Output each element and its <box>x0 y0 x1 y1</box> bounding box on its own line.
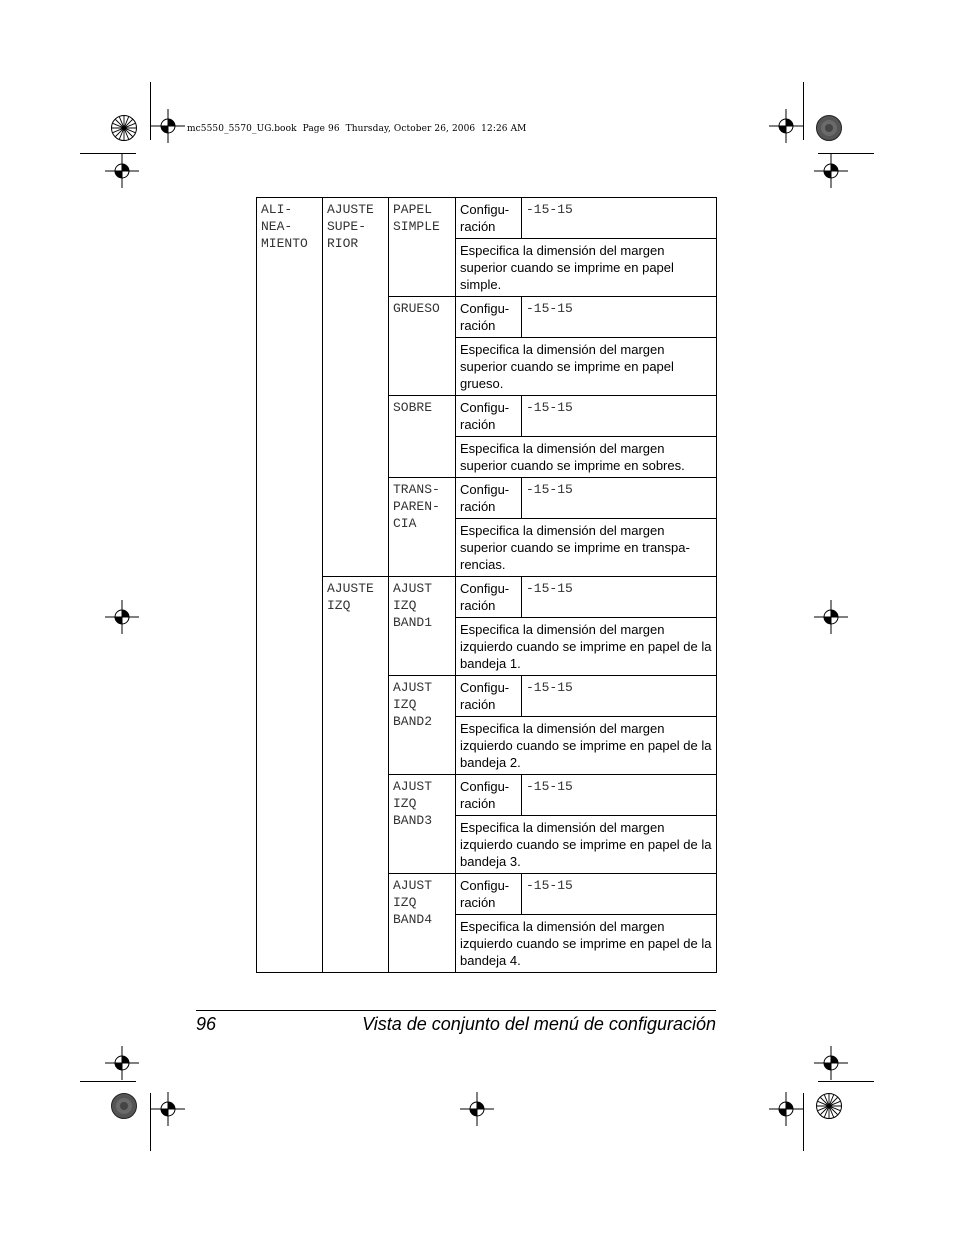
setting-description: Especifica la dimensión del margen superior cuando se imprime en papel simple. <box>456 239 717 297</box>
menu-item-label: TRANS- PAREN- CIA <box>389 478 456 577</box>
crop-mark <box>80 1081 136 1082</box>
footer-section-title: Vista de conjunto del menú de configuración <box>362 1014 716 1034</box>
starburst-target-icon <box>111 115 137 141</box>
menu-item-label: AJUST IZQ BAND3 <box>389 775 456 874</box>
registration-mark-icon <box>769 1092 803 1126</box>
table-row <box>257 577 717 618</box>
registration-mark-icon <box>105 600 139 634</box>
setting-description: Especifica la dimensión del margen izquierdo cuando se imprime en papel de la bandeja 2. <box>456 717 717 775</box>
setting-label: Configu- ración <box>456 676 522 717</box>
setting-label: Configu- ración <box>456 874 522 915</box>
setting-value: -15-15 <box>522 577 717 618</box>
registration-mark-icon <box>769 109 803 143</box>
setting-description: Especifica la dimensión del margen izquierdo cuando se imprime en papel de la bandeja 3. <box>456 816 717 874</box>
registration-mark-icon <box>151 109 185 143</box>
setting-value: -15-15 <box>522 297 717 338</box>
setting-label: Configu- ración <box>456 775 522 816</box>
setting-value: -15-15 <box>522 874 717 915</box>
menu-item-label: AJUST IZQ BAND4 <box>389 874 456 973</box>
book-header-info: mc5550_5570_UG.book Page 96 Thursday, October 26, 2006 12:26 AM <box>187 124 527 134</box>
setting-value: -15-15 <box>522 775 717 816</box>
setting-description: Especifica la dimensión del margen superior cuando se imprime en transpa-rencias. <box>456 519 717 577</box>
menu-group-label: AJUSTE IZQ <box>323 577 389 973</box>
config-menu-table <box>256 197 717 973</box>
dark-disc-icon <box>816 115 842 141</box>
footer-divider <box>196 1010 716 1011</box>
menu-item-label: PAPEL SIMPLE <box>389 198 456 297</box>
registration-mark-icon <box>151 1092 185 1126</box>
crop-mark <box>803 1093 804 1151</box>
table-row <box>257 198 717 239</box>
setting-value: -15-15 <box>522 198 717 239</box>
setting-label: Configu- ración <box>456 297 522 338</box>
setting-label: Configu- ración <box>456 396 522 437</box>
crop-mark <box>818 1081 874 1082</box>
setting-label: Configu- ración <box>456 198 522 239</box>
menu-item-label: AJUST IZQ BAND2 <box>389 676 456 775</box>
setting-value: -15-15 <box>522 676 717 717</box>
registration-mark-icon <box>814 154 848 188</box>
page-number: 96 <box>196 1014 217 1034</box>
menu-item-label: SOBRE <box>389 396 456 478</box>
setting-value: -15-15 <box>522 478 717 519</box>
dark-disc-icon <box>111 1093 137 1119</box>
crop-mark <box>803 82 804 140</box>
setting-description: Especifica la dimensión del margen izquierdo cuando se imprime en papel de la bandeja 1. <box>456 618 717 676</box>
setting-description: Especifica la dimensión del margen superior cuando se imprime en papel grueso. <box>456 338 717 396</box>
menu-group-label: AJUSTE SUPE- RIOR <box>323 198 389 577</box>
starburst-target-icon <box>816 1093 842 1119</box>
setting-value: -15-15 <box>522 396 717 437</box>
registration-mark-icon <box>105 1046 139 1080</box>
setting-description: Especifica la dimensión del margen izquierdo cuando se imprime en papel de la bandeja 4. <box>456 915 717 973</box>
setting-description: Especifica la dimensión del margen superior cuando se imprime en sobres. <box>456 437 717 478</box>
menu-level1-label: ALI- NEA- MIENTO <box>257 198 323 973</box>
registration-mark-icon <box>105 154 139 188</box>
registration-mark-icon <box>814 600 848 634</box>
registration-mark-icon <box>460 1092 494 1126</box>
registration-mark-icon <box>814 1046 848 1080</box>
menu-item-label: GRUESO <box>389 297 456 396</box>
menu-item-label: AJUST IZQ BAND1 <box>389 577 456 676</box>
setting-label: Configu- ración <box>456 478 522 519</box>
setting-label: Configu- ración <box>456 577 522 618</box>
